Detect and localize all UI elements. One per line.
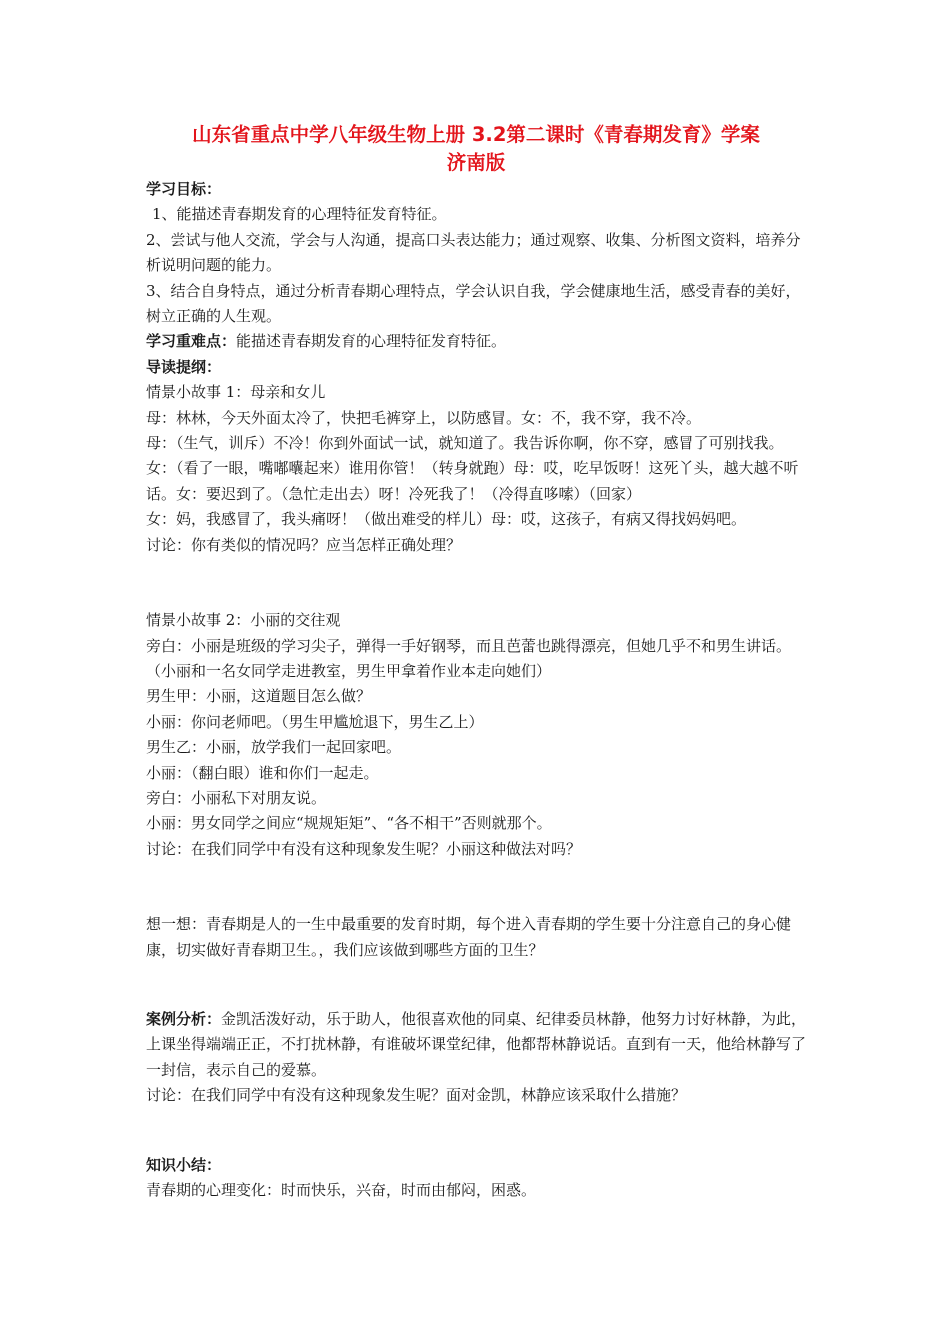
case-discussion: 讨论：在我们同学中有没有这种现象发生呢？面对金凯，林静应该采取什么措施？ (146, 1086, 687, 1105)
think-paragraph: 想一想：青春期是人的一生中最重要的发育时期，每个进入青春期的学生要十分注意自己的身心健康，切实做好青春期卫生。，我们应该做到哪些方面的卫生？ (146, 915, 792, 959)
story1-discussion: 讨论：你有类似的情况吗？应当怎样正确处理？ (146, 535, 462, 554)
goal-item: 2、尝试与他人交流，学会与人沟通，提高口头表达能力；通过观察、收集、分析图文资料，培养分析说明问题的能力。 (146, 230, 801, 275)
summary-text: 青春期的心理变化：时而快乐，兴奋，时而由郁闷，困惑。 (146, 1181, 537, 1199)
summary-heading: 知识小结： (146, 1155, 222, 1174)
document-title (146, 121, 806, 177)
spacer (146, 558, 812, 608)
case-label: 案例分析： (146, 1009, 222, 1028)
story2-line: 男生乙：小丽，放学我们一起回家吧。 (146, 738, 402, 757)
story1-line: 母：林林，今天外面太冷了，快把毛裤穿上，以防感冒。女：不，我不穿，我不冷。 (146, 408, 702, 427)
case-text: 金凯活泼好动，乐于助人，他很喜欢他的同桌、纪律委员林静，他努力讨好林静，为此，上课坐得端端正正，不打扰林静，有谁破坏课堂纪律，他都帮林静说话。直到有一天，他给林静写了一封信，表示自己的爱慕。 (146, 1009, 807, 1079)
story1-line: 女：妈，我感冒了，我头痛呀！（做出难受的样儿）母：哎，这孩子，有病又得找妈妈吧。 (146, 510, 747, 529)
story2-line: 旁白：小丽是班级的学习尖子，弹得一手好钢琴，而且芭蕾也跳得漂亮，但她几乎不和男生讲话。（小丽和一名女同学走进教室，男生甲拿着作业本走向她们） (146, 636, 792, 680)
goals-heading: 学习目标： (146, 180, 222, 198)
story2-title: 情景小故事 2：小丽的交往观 (146, 611, 341, 630)
story2-line: 小丽：（翻白眼）谁和你们一起走。 (146, 763, 379, 782)
case-paragraph (146, 1007, 812, 1083)
guide-heading: 导读提纲： (146, 357, 222, 376)
goal-item: 3、结合自身特点，通过分析青春期心理特点，学会认识自我，学会健康地生活，感受青春的美好，树立正确的人生观。 (146, 281, 801, 326)
key-point-paragraph (146, 329, 812, 354)
story2-line: 旁白：小丽私下对朋友说。 (146, 788, 327, 807)
title-line-2: 济南版 (446, 151, 506, 174)
goal-item: 1、能描述青春期发育的心理特征发育特征。 (152, 205, 447, 224)
document-body (146, 177, 812, 1203)
spacer (146, 963, 812, 1007)
story2-line: 小丽：男女同学之间应“规规矩矩”、“各不相干”否则就那个。 (146, 814, 552, 833)
story2-line: 男生甲：小丽，这道题目怎么做？ (146, 687, 372, 706)
key-point-text: 能描述青春期发育的心理特征发育特征。 (236, 332, 507, 351)
spacer (146, 862, 812, 912)
story2-discussion: 讨论：在我们同学中有没有这种现象发生呢？小丽这种做法对吗？ (146, 839, 582, 858)
story2-line: 小丽：你问老师吧。（男生甲尴尬退下，男生乙上） (146, 712, 484, 731)
story1-title: 情景小故事 1：母亲和女儿 (146, 383, 326, 402)
key-point-label: 学习重难点： (146, 332, 237, 351)
title-line-1: 山东省重点中学八年级生物上册 3.2第二课时《青春期发育》学案 (192, 123, 760, 146)
story1-line: 母：（生气，训斥）不冷！你到外面试一试，就知道了。我告诉你啊，你不穿，感冒了可别找我。女：（看了一眼，嘴嘟囔起来）谁用你管！（转身就跑）母：哎，吃早饭呀！这死丫头，越大越不听话。女：要迟到了。（急忙走出去）呀！冷死我了！（冷得直哆嗦）（回家） (146, 434, 799, 503)
spacer (146, 1109, 812, 1153)
